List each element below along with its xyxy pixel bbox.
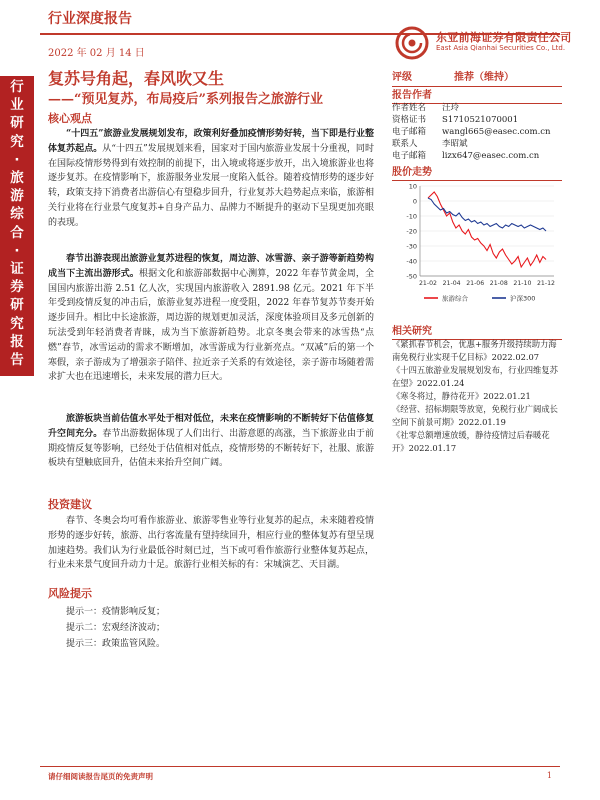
- related-item[interactable]: 《寒冬将过，静待花开》2022.01.21: [392, 391, 531, 401]
- related-heading: 相关研究: [392, 322, 562, 340]
- related-item[interactable]: 《经营、招标期限等放宽，免税行业广阔成长空间下前景可期》2022.01.19: [392, 404, 558, 427]
- paragraph-2-lead: 春节出游表现出旅游业复苏进程的恢复，周边游、冰雪游、亲子游等新趋势构成当下主流出游形式。: [48, 254, 374, 279]
- analyst-row: [392, 149, 539, 161]
- x-tick-label: 21-04: [442, 280, 461, 287]
- analysts-heading: 报告作者: [392, 86, 562, 104]
- analyst-key: 电子邮箱: [392, 151, 427, 161]
- x-tick-label: 21-12: [537, 280, 555, 287]
- risk-heading: 风险提示: [48, 587, 92, 600]
- core-view-paragraph-2: [48, 252, 374, 385]
- report-title: 复苏号角起，春风吹又生: [48, 69, 225, 88]
- paragraph-1-lead: “十四五”旅游业发展规划发布，政策利好叠加疫情形势好转，当下即是行业整体复苏起点。: [48, 129, 374, 154]
- analyst-value: S1710521070001: [442, 115, 519, 125]
- analyst-row: [392, 101, 459, 113]
- paragraph-2-body: 根据文化和旅游部数据中心测算，2022 年春节黄金周，全国国内旅游出游 2.51 亿人次，实现国内旅游收入 2891.98 亿元。2021 年下半年受到疫情反复的冲击后，旅游业复苏进程一度受阻，2022 年春节复苏节奏开始逐步回升。相比中长途旅游，周边游的规划更加灵活，深度体验项目及多元创新的玩法受到年轻消费者青睐，成为当下旅游新趋势。北京冬奥会带来的冰雪热“点燃”春节，冰雪运动的需求不断增加，冰雪游成为行业新亮点。“双减”后的第一个寒假，亲子游成为了增强亲子陪伴、拉近亲子关系的有效途径，亲子游市场随着需求扩大也在迅速增长，未来发展的潜力巨大。: [48, 268, 374, 383]
- analyst-row: [392, 113, 518, 125]
- analyst-value: 汪玲: [442, 103, 460, 113]
- report-date: 2022 年 02 月 14 日: [48, 48, 145, 59]
- analyst-row: [392, 125, 551, 137]
- related-item[interactable]: 《社零总额增速放缓，静待疫情过后春暖花开》2022.01.17: [392, 430, 550, 453]
- y-tick-label: -10: [406, 212, 417, 221]
- x-tick-label: 21-06: [466, 280, 485, 287]
- report-subtitle: ——“预见复苏，布局疫后”系列报告之旅游行业: [48, 92, 323, 107]
- footer-divider: [40, 766, 560, 767]
- analyst-key: 电子邮箱: [392, 127, 427, 137]
- rating-label: 评级: [392, 72, 412, 83]
- x-tick-label: 21-08: [489, 280, 508, 287]
- analyst-key: 联系人: [392, 139, 418, 149]
- related-item[interactable]: 《紧抓春节机会，优惠+服务升级持续助力海南免税行业实现千亿目标》2022.02.07: [392, 339, 557, 362]
- core-view-paragraph-1: [48, 127, 374, 231]
- paragraph-3-body: 春节出游数据体现了人们出行、出游意愿的高涨，当下旅游业由于前期疫情反复等影响，已经处于估值相对低点，疫情形势的不断转好下，社服、旅游板块有望触底回升，估值未来抬升空间广阔。: [48, 428, 374, 469]
- y-tick-label: -40: [406, 257, 417, 266]
- stock-trend-heading: 股价走势: [392, 163, 562, 181]
- risk-item: 提示三：政策监管风险。: [66, 639, 166, 649]
- series-line: [428, 192, 546, 267]
- core-view-heading: 核心观点: [48, 112, 92, 125]
- sidebar-category-text: 行业研究·旅游综合·证券研究报告: [10, 79, 24, 369]
- paragraph-3-lead: 旅游板块当前估值水平处于相对低位，未来在疫情影响的不断转好下估值修复升空间充分。: [48, 414, 374, 439]
- investment-heading: 投资建议: [48, 498, 92, 511]
- legend-label: 沪深300: [510, 294, 536, 303]
- y-tick-label: 10: [408, 182, 417, 191]
- analyst-email[interactable]: lizx647@easec.com.cn: [442, 151, 540, 161]
- analyst-key: 作者姓名: [392, 103, 427, 113]
- analyst-email[interactable]: wangl665@easec.com.cn: [442, 127, 551, 137]
- stock-trend-chart: [392, 180, 562, 312]
- risk-item: 提示一：疫情影响反复；: [66, 607, 166, 617]
- footer-disclaimer[interactable]: 请仔细阅读报告尾页的免责声明: [48, 772, 153, 781]
- risk-item: 提示二：宏观经济波动；: [66, 623, 166, 633]
- x-tick-label: 21-02: [419, 280, 437, 287]
- legend-label: 旅游综合: [442, 294, 468, 303]
- rating-row: [392, 68, 562, 87]
- rating-value: 推荐（维持）: [454, 72, 514, 83]
- related-item[interactable]: 《十四五旅游业发展规划发布，行业四维复苏在望》2022.01.24: [392, 365, 558, 388]
- analyst-value: 李昭斌: [442, 139, 468, 149]
- y-tick-label: -50: [406, 272, 417, 281]
- investment-paragraph: 春节、冬奥会均可看作旅游业、旅游零售业等行业复苏的起点，未来随着疫情形势的逐步好转，旅游、出行客流量有望持续回升，相应行业的整体复苏有望呈现加速趋势。我们认为行业最低谷时刻已过，当下或可看作旅游行业整体复苏起点，行业未来景气度回升动力十足。旅游行业相关标的有：宋城演艺、天目湖。: [48, 516, 374, 571]
- company-name-cn: 东亚前海证券有限责任公司: [436, 31, 572, 44]
- stock-trend-section: [392, 163, 562, 181]
- x-tick-label: 21-10: [513, 280, 532, 287]
- page-number: 1: [546, 771, 552, 780]
- analyst-row: [392, 137, 468, 149]
- core-view-paragraph-3: [48, 412, 374, 471]
- y-tick-label: 0: [412, 197, 417, 206]
- y-tick-label: -30: [406, 242, 417, 251]
- analyst-key: 资格证书: [392, 115, 427, 125]
- paragraph-1-body: 从“十四五”发展规划来看，国家对于国内旅游业发展十分重视，同时在国际疫情形势得到有效控制的前提下，出入境或将逐步放开，出入境旅游业也将逐步复苏。在疫情影响下，旅游服务业发展一度陷入低谷。随着疫情形势的逐步好转，政策支持下消费者出游信心有望稳步回升，行业复苏大趋势起点来临，旅游相关行业将在行业景气度复苏+自身产品力、品牌力不断提升的驱动下呈现更加亮眼的表现。: [48, 143, 374, 228]
- report-type: 行业深度报告: [48, 11, 132, 27]
- company-name-en: East Asia Qianhai Securities Co., Ltd.: [436, 44, 566, 52]
- company-logo-icon: [395, 26, 429, 60]
- y-tick-label: -20: [406, 227, 417, 236]
